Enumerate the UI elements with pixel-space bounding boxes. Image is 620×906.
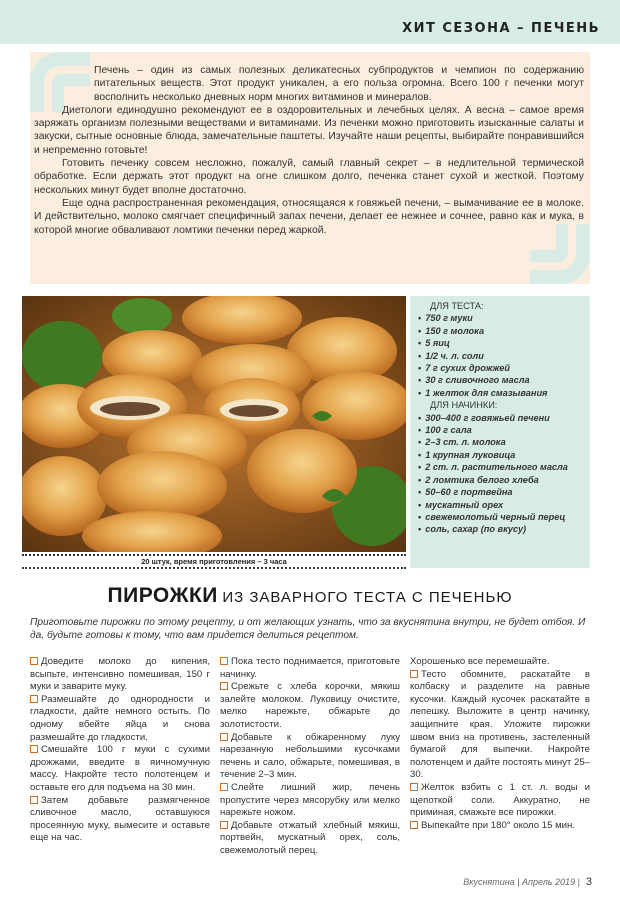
step-item (410, 782, 590, 820)
section-title: ХИТ СЕЗОНА – ПЕЧЕНЬ (402, 21, 600, 36)
recipe-title-main: ПИРОЖКИ (107, 584, 218, 607)
step-item (220, 732, 400, 782)
pirozhki-image (22, 296, 406, 552)
pirozhki-photo (22, 296, 406, 552)
step-item (410, 669, 590, 782)
ingredient-item: • 300–400 г говяжьей печени (418, 412, 594, 424)
ingredient-item: • 7 г сухих дрожжей (418, 362, 594, 374)
step-text: Доведите молоко до кипения, всыпьте, интенсивно помешивая, 150 г муки и заварите муку. (30, 656, 210, 693)
step-item (220, 656, 400, 681)
intro-paragraph: Готовить печенку совсем несложно, пожалуй, самый главный секрет – в недлительной термической обработке. Если держать этот продукт на огне слишком долго, печенка станет сухой и жесткой. Поэтому нескольких минут будет вполне достаточно. (34, 158, 584, 196)
step-bullet-icon (30, 657, 38, 665)
ingredient-item: • 1 крупная луковица (418, 449, 594, 461)
ingredient-item: • 5 яиц (418, 337, 594, 349)
step-bullet-icon (410, 783, 418, 791)
step-text: Затем добавьте размягченное сливочное масло, оставшуюся просеянную муку, вымесите и оставьте еще на час. (30, 794, 210, 844)
step-continuation: Хорошенько все перемешайте. (410, 656, 550, 667)
recipe-title (0, 584, 620, 608)
step-bullet-icon (220, 821, 228, 829)
ingredient-item: • 2 ломтика белого хлеба (418, 474, 594, 486)
ingredient-item: • свежемолотый черный перец (418, 511, 594, 523)
step-text: Добавьте к обжаренному луку нарезанную небольшими кусочками печень и сало, обжарьте, помешивая, в течение 2–3 мин. (220, 731, 400, 781)
step-bullet-icon (30, 745, 38, 753)
step-text: Тесто обомните, раскатайте в колбаску и разделите на равные кусочки. Каждый кусочек раскатайте в лепешку. Выложите в центр начинку, защипните края. Уложите пирожки швом вниз на противень, застеленный бумагой для выпечки. Накройте полотенцем и дайте постоять минут 25–30. (410, 668, 590, 781)
ingredient-item: • 150 г молока (418, 325, 594, 337)
step-text: Добавьте отжатый хлебный мякиш, портвейн, мускатный орех, соль, свежемолотый перец. (220, 819, 400, 856)
ingredient-item: • 1 желток для смазывания (418, 387, 594, 399)
step-text: Слейте лишний жир, печень пропустите через мясорубку или мелко нарежьте ножом. (220, 781, 400, 819)
step-bullet-icon (220, 682, 228, 690)
step-text: Желток взбить с 1 ст. л. воды и щепоткой соли. Аккуратно, не приминая, смажьте все пирожки. (410, 781, 590, 819)
recipe-lead: Приготовьте пирожки по этому рецепту, и от желающих узнать, что за вкуснятина внутри, не будет отбоя. И да, будьте готовы к тому, что вам придется делиться рецептом. (30, 617, 586, 641)
step-bullet-icon (410, 670, 418, 678)
step-item (30, 694, 210, 744)
step-text: Выпекайте при 180° около 15 мин. (421, 819, 576, 831)
page-footer (463, 876, 592, 888)
step-item (30, 656, 210, 694)
page-number: 3 (585, 876, 592, 888)
step-text: Смешайте 100 г муки с сухими дрожжами, введите в яичномучную массу. Накройте тесто полотенцем и оставьте его для подъема на 30 мин. (30, 744, 210, 793)
ingredient-item: • 2 ст. л. растительного масла (418, 461, 594, 473)
step-bullet-icon (30, 796, 38, 804)
ingredient-item: • 2–3 ст. л. молока (418, 436, 594, 448)
intro-text (34, 64, 584, 237)
ingredient-item: • 750 г муки (418, 312, 594, 324)
step-bullet-icon (220, 733, 228, 741)
intro-paragraph: Печень – один из самых полезных деликатесных субпродуктов и чемпион по содержанию питательных веществ. Этот продукт уникален, а его польза огромна. Всего 100 г печенки могут восполнить несколько дневных норм многих витаминов и минералов. (94, 65, 584, 103)
ingredient-item: • 30 г сливочного масла (418, 374, 594, 386)
photo-caption: 20 штук, время приготовления – 3 часа (22, 554, 406, 569)
step-item (30, 744, 210, 794)
filling-heading: ДЛЯ НАЧИНКИ: (430, 400, 498, 411)
ingredient-item: • мускатный орех (418, 499, 594, 511)
step-bullet-icon (410, 821, 418, 829)
magazine-name: Вкуснятина | Апрель 2019 | (463, 877, 580, 887)
ingredient-item: • 50–60 г портвейна (418, 486, 594, 498)
recipe-column-2 (220, 656, 400, 858)
ingredient-item: • 100 г сала (418, 424, 594, 436)
recipe-column-1 (30, 656, 210, 845)
intro-paragraph: Еще одна распространенная рекомендация, относящаяся к говяжьей печени, – вымачивание ее в молоке. И действительно, молоко смягчает специфичный запах печени, делает ее нежнее и сочнее, равно как и мука, в которой многие обваливают ломтики печенки перед жаркой. (34, 197, 584, 236)
ingredient-item: • 1/2 ч. л. соли (418, 350, 594, 362)
step-item (220, 782, 400, 820)
recipe-column-3 (410, 656, 590, 832)
step-bullet-icon (220, 657, 228, 665)
step-text: Пока тесто поднимается, приготовьте начинку. (220, 656, 400, 680)
step-text: Срежьте с хлеба корочки, мякиш залейте молоком. Луковицу очистите, мелко нарежьте, обжарьте до золотистости. (220, 681, 400, 730)
step-item (220, 820, 400, 858)
ingredients-list (418, 300, 594, 536)
step-item (30, 795, 210, 845)
step-item (220, 681, 400, 731)
step-bullet-icon (30, 695, 38, 703)
step-item (410, 820, 590, 833)
dough-heading: ДЛЯ ТЕСТА: (430, 301, 484, 311)
step-bullet-icon (220, 783, 228, 791)
step-text: Размешайте до однородности и гладкости, дайте немного остыть. По одному вбейте яйца и снова размешайте до гладкости. (30, 693, 210, 743)
recipe-title-rest: ИЗ ЗАВАРНОГО ТЕСТА С ПЕЧЕНЬЮ (222, 589, 513, 606)
intro-paragraph: Диетологи единодушно рекомендуют ее в оздоровительных и лечебных целях. А весна – самое время заряжать организм полезными веществами и витаминами. Из печенки можно приготовить изысканные салаты и закуски, сытные основные блюда, замечательные паштеты. Изучайте наши рецепты, выбирайте понравившийся и непременно готовьте! (34, 104, 584, 156)
ingredient-item: • соль, сахар (по вкусу) (418, 523, 594, 535)
